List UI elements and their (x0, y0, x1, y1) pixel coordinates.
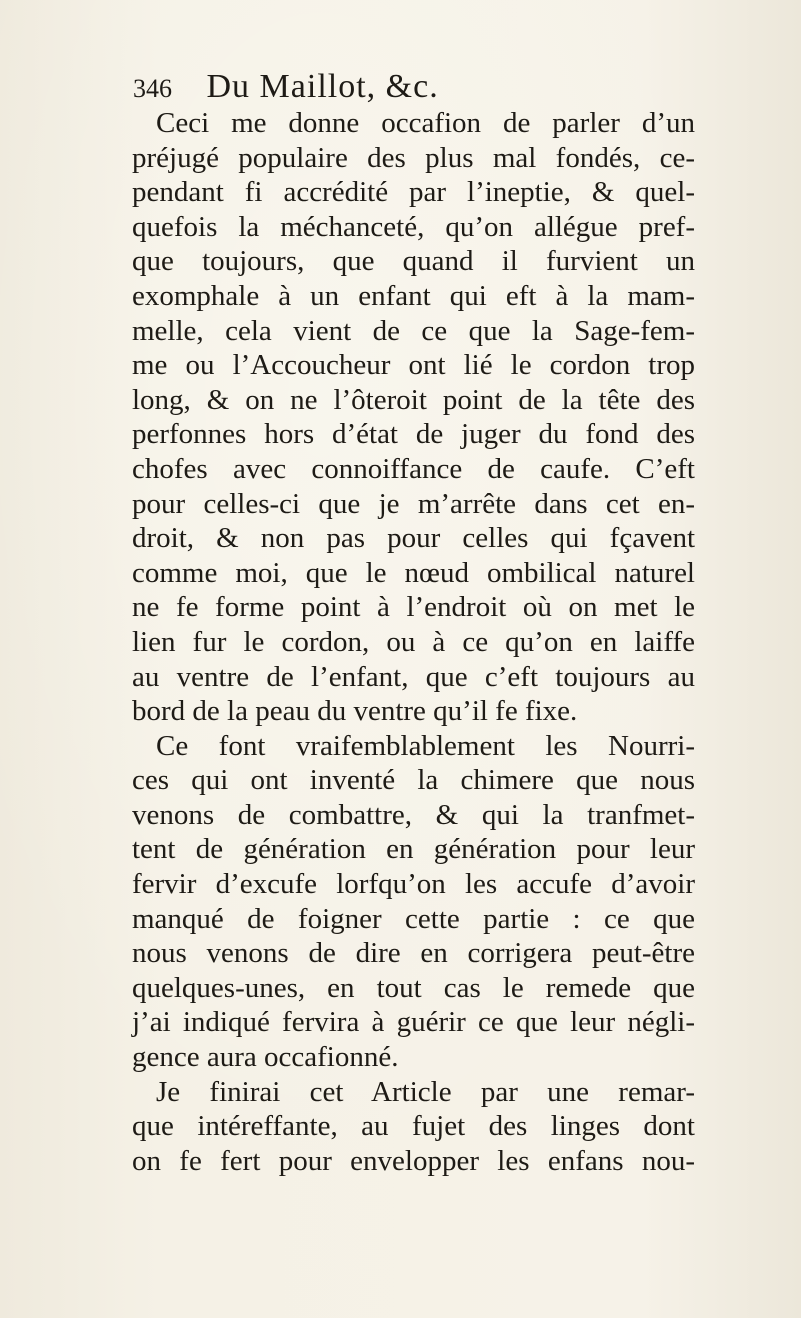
body-text (132, 106, 695, 1178)
text-line: Ce font vraifemblablement les Nourri- (156, 729, 695, 762)
text-line: pendant fi accrédité par l’ineptie, & quel- (132, 176, 695, 209)
text-line: bord de la peau du ventre qu’il fe fixe. (132, 695, 578, 728)
text-line: comme moi, que le nœud ombilical naturel (132, 556, 695, 589)
text-line: Je finirai cet Article par une remar- (156, 1075, 695, 1108)
page-header (133, 66, 693, 108)
text-line: long, & on ne l’ôteroit point de la tête des (132, 383, 695, 416)
text-line: quelques-unes, en tout cas le remede que (132, 971, 695, 1004)
text-line: que toujours, que quand il furvient un (132, 245, 695, 278)
text-line: préjugé populaire des plus mal fondés, ce- (132, 141, 695, 174)
text-line: venons de combattre, & qui la tranfmet- (132, 798, 695, 831)
text-line: gence aura occafionné. (132, 1041, 399, 1074)
text-line: me ou l’Accoucheur ont lié le cordon trop (132, 349, 695, 382)
text-line: j’ai indiqué fervira à guérir ce que leur négli- (132, 1006, 695, 1039)
text-line: au ventre de l’enfant, que c’eft toujours au (132, 660, 695, 693)
page-number: 346 (133, 74, 172, 103)
text-line: exomphale à un enfant qui eft à la mam- (132, 279, 695, 312)
text-line: nous venons de dire en corrigera peut-être (132, 937, 695, 970)
text-line: melle, cela vient de ce que la Sage-fem- (132, 314, 695, 347)
text-line: quefois la méchanceté, qu’on allégue pref- (132, 210, 695, 243)
text-line: manqué de foigner cette partie : ce que (132, 902, 695, 935)
text-line: droit, & non pas pour celles qui fçavent (132, 522, 695, 555)
text-line: lien fur le cordon, ou à ce qu’on en laiffe (132, 625, 695, 658)
text-line: fervir d’excufe lorfqu’on les accufe d’avoir (132, 868, 695, 901)
text-line: chofes avec connoiffance de caufe. C’eft (132, 452, 695, 485)
text-line: tent de génération en génération pour leur (132, 833, 695, 866)
text-line: ces qui ont inventé la chimere que nous (132, 764, 695, 797)
text-line: perfonnes hors d’état de juger du fond des (132, 418, 695, 451)
text-line: Ceci me donne occafion de parler d’un (156, 107, 695, 139)
text-line: on fe fert pour envelopper les enfans nou- (132, 1144, 695, 1177)
running-title: Du Maillot, &c. (206, 68, 439, 105)
text-line: ne fe forme point à l’endroit où on met le (132, 591, 695, 624)
text-line: pour celles-ci que je m’arrête dans cet en- (132, 487, 695, 520)
text-line: que intéreffante, au fujet des linges dont (132, 1110, 695, 1143)
